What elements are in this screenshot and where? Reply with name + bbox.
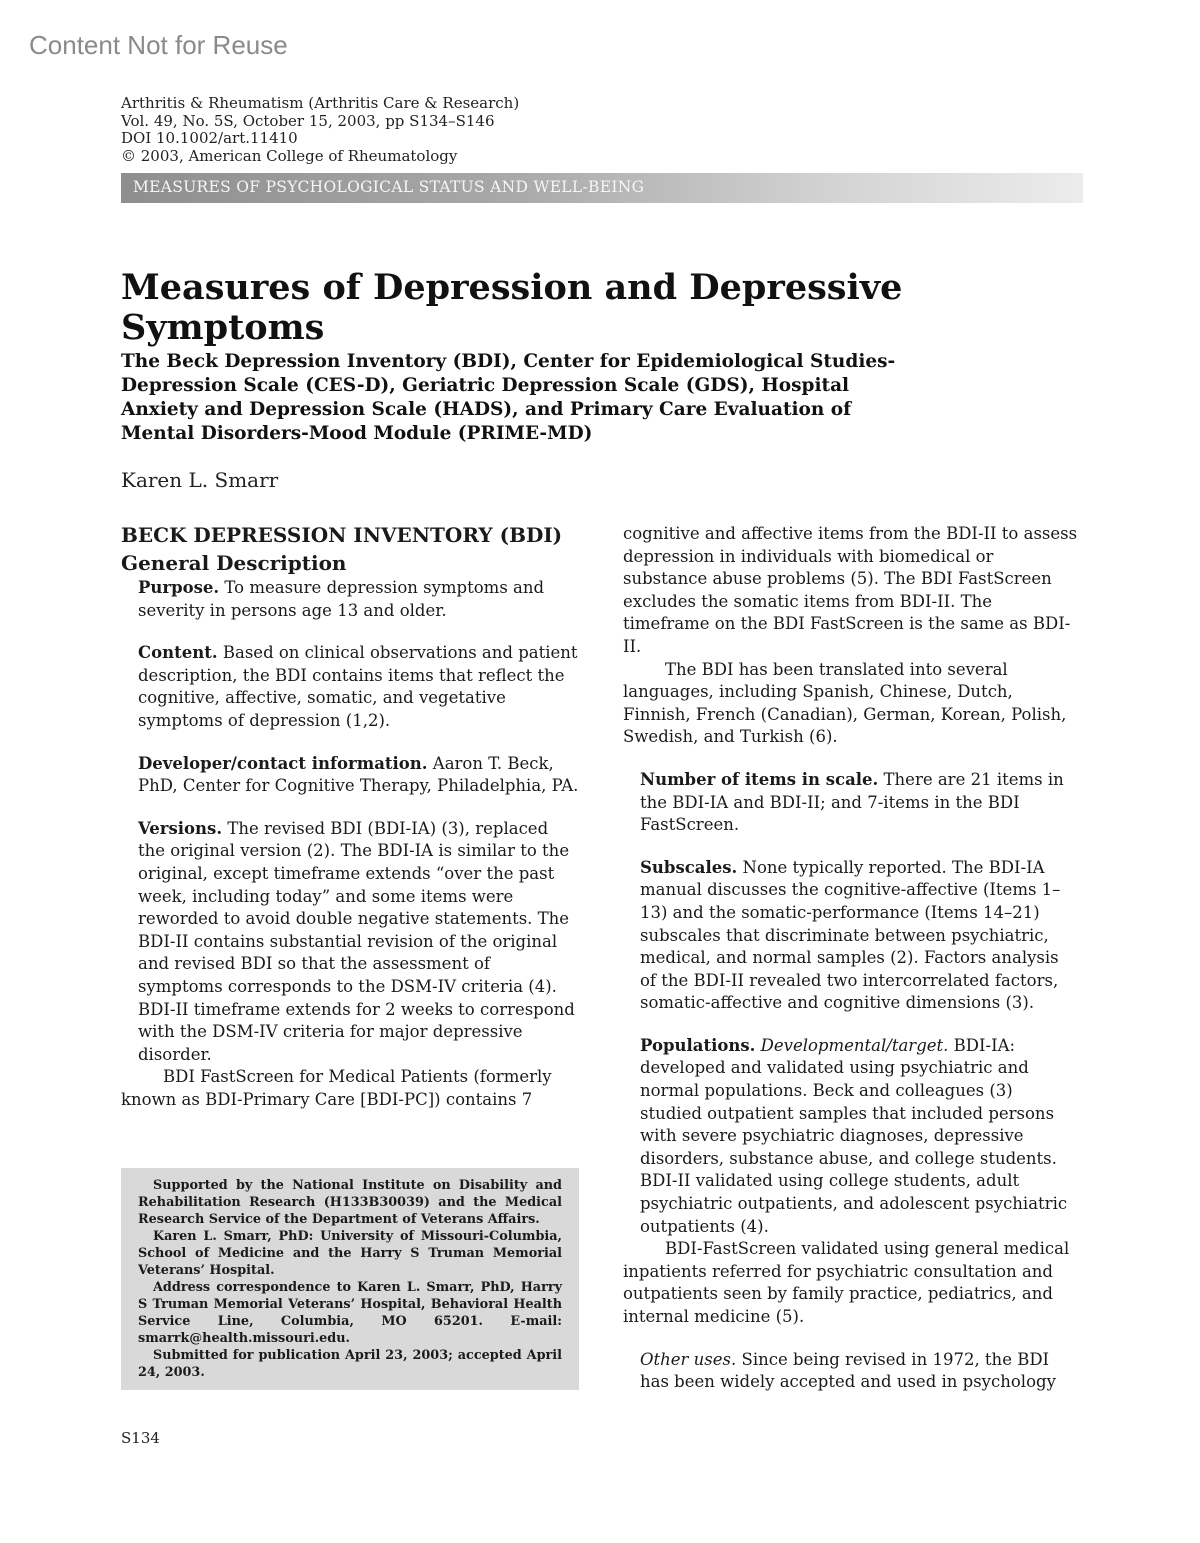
journal-line: Vol. 49, No. 5S, October 15, 2003, pp S134–S146	[121, 111, 495, 130]
section-label: MEASURES OF PSYCHOLOGICAL STATUS AND WELL-BEING	[133, 178, 645, 196]
section-heading: BECK DEPRESSION INVENTORY (BDI)	[121, 523, 563, 547]
watermark: Content Not for Reuse	[29, 30, 288, 60]
paragraph-lead: Subscales.	[640, 857, 738, 877]
footnote-affiliation: Karen L. Smarr, PhD: University of Missouri-Columbia, School of Medicine and the Harry S Truman Memorial Veterans’ Hospital.	[138, 1229, 562, 1278]
fastscreen-paragraph: BDI FastScreen for Medical Patients (formerly known as BDI-Primary Care [BDI-PC]) contains 7	[121, 1067, 552, 1109]
other-uses-paragraph	[623, 1349, 1078, 1394]
content-paragraph	[121, 642, 579, 732]
paragraph-lead: Number of items in scale.	[640, 769, 879, 789]
paragraph-text: Since being revised in 1972, the BDI has been widely accepted and used in psychology	[640, 1349, 1056, 1392]
author-name: Karen L. Smarr	[121, 468, 279, 492]
paragraph-text: Aaron T. Beck, PhD, Center for Cognitive Therapy, Philadelphia, PA.	[138, 753, 579, 796]
journal-line: Arthritis & Rheumatism (Arthritis Care & Research)	[121, 94, 520, 112]
fastscreen-validation-paragraph: BDI-FastScreen validated using general medical inpatients referred for psychiatric consultation and outpatients seen by family practice, pediatrics, and internal medicine (5).	[623, 1239, 1070, 1326]
paragraph-text: The revised BDI (BDI-IA) (3), replaced the original version (2). The BDI-IA is similar to the original, except timeframe extends “over the past week, including today” and some items were reworded to avoid double negative statements. The BDI-II contains substantial revision of the original and revised BDI so that the assessment of symptoms corresponds to the DSM-IV criteria (4). BDI-II timeframe extends for 2 weeks to correspond with the DSM-IV criteria for major depressive disorder.	[138, 818, 575, 1064]
paragraph-lead: Content.	[138, 643, 218, 663]
paragraph-text: BDI-IA: developed and validated using psychiatric and normal populations. Beck and colleagues (3) studied outpatient samples that included persons with severe psychiatric diagnoses, depressive disorders, substance abuse, and college students. BDI-II validated using college students, adult psychiatric outpatients, and adolescent psychiatric outpatients (4).	[640, 1035, 1068, 1236]
translation-paragraph: The BDI has been translated into several languages, including Spanish, Chinese, Dutch, Finnish, French (Canadian), German, Korean, Polish, Swedish, and Turkish (6).	[623, 659, 1067, 747]
left-column	[121, 521, 579, 1111]
right-column	[623, 523, 1078, 1394]
subsection-heading: General Description	[121, 551, 347, 575]
paragraph-lead: Developer/contact information.	[138, 753, 428, 773]
footnote-correspondence: Address correspondence to Karen L. Smarr, PhD, Harry S Truman Memorial Veterans’ Hospital, Behavioral Health Service Line, Columbia, MO 65201. E-mail: smarrk@health.missouri.edu.	[138, 1280, 562, 1346]
article-title: Measures of Depression and Depressive Symptoms	[121, 267, 903, 348]
paragraph-emphasis: Other uses.	[640, 1349, 737, 1369]
populations-paragraph	[623, 1035, 1078, 1238]
paragraph-lead: Versions.	[138, 818, 223, 838]
footnote-box	[121, 1168, 579, 1390]
paragraph-lead: Purpose.	[138, 578, 220, 597]
items-paragraph	[623, 769, 1078, 837]
paragraph-text: None typically reported. The BDI-IA manual discusses the cognitive-affective (Items 1–13) and the somatic-performance (Items 14–21) subscales that discriminate between psychiatric, medical, and normal samples (2). Factors analysis of the BDI-II revealed two intercorrelated factors, somatic-affective and cognitive dimensions (3).	[640, 857, 1061, 1013]
subscales-paragraph	[623, 857, 1078, 1015]
developer-paragraph	[121, 753, 579, 798]
section-banner	[121, 173, 1083, 203]
paragraph-emphasis: Developmental/target.	[760, 1035, 949, 1055]
paragraph-text: To measure depression symptoms and severity in persons age 13 and older.	[138, 578, 545, 620]
paragraph-text: Based on clinical observations and patient description, the BDI contains items that reflect the cognitive, affective, somatic, and vegetative symptoms of depression (1,2).	[138, 643, 578, 730]
footnote-funding: Supported by the National Institute on Disability and Rehabilitation Research (H133B30039) and the Medical Research Service of the Department of Veterans Affairs.	[138, 1178, 562, 1227]
paragraph-text: There are 21 items in the BDI-IA and BDI-II; and 7-items in the BDI FastScreen.	[640, 769, 1064, 835]
footnote-submitted: Submitted for publication April 23, 2003; accepted April 24, 2003.	[138, 1348, 562, 1380]
purpose-paragraph	[121, 577, 579, 622]
journal-citation	[121, 95, 721, 165]
journal-copyright: © 2003, American College of Rheumatology	[121, 146, 458, 165]
page-number: S134	[121, 1429, 160, 1447]
paragraph-lead: Populations.	[640, 1035, 756, 1055]
continued-paragraph: cognitive and affective items from the BDI-II to assess depression in individuals with biomedical or substance abuse problems (5). The BDI FastScreen excludes the somatic items from BDI-II. The timeframe on the BDI FastScreen is the same as BDI-II.	[623, 524, 1078, 656]
article-subtitle: The Beck Depression Inventory (BDI), Center for Epidemiological Studies-Depression Scale (CES-D), Geriatric Depression Scale (GDS), Hospital Anxiety and Depression Scale (HADS), and Primary Care Evaluation of Mental Disorders-Mood Module (PRIME-MD)	[121, 351, 896, 444]
journal-doi: DOI 10.1002/art.11410	[121, 129, 298, 147]
versions-paragraph	[121, 818, 579, 1067]
